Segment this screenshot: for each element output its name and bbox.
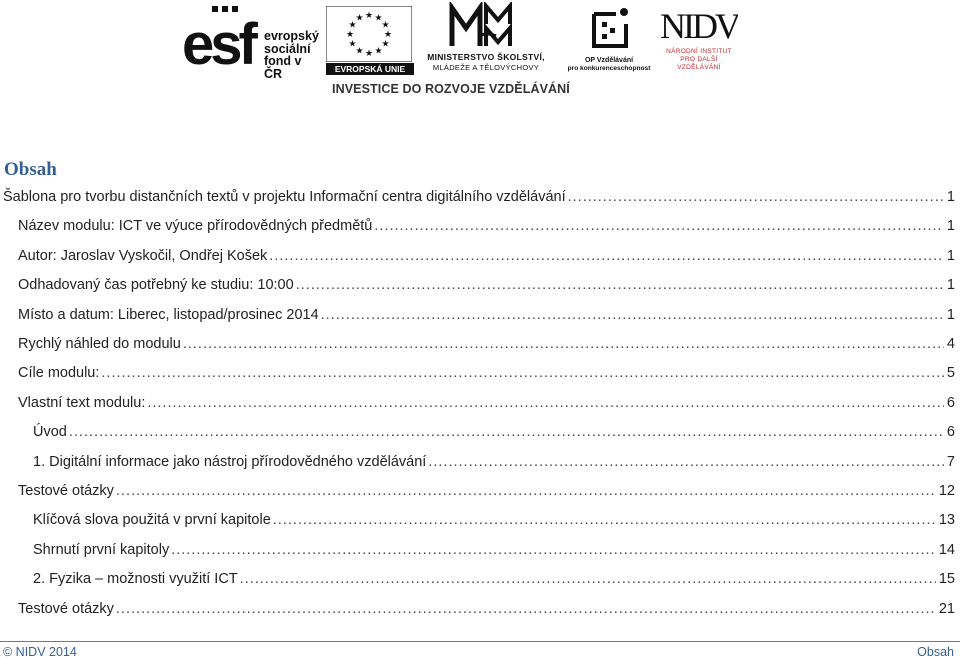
toc-entry-page: 12 <box>938 483 955 499</box>
op-vzdelavani-logo <box>564 4 654 78</box>
toc-leader-dots <box>99 362 944 384</box>
toc-leader-dots <box>114 480 936 502</box>
op-logo-mark <box>586 4 638 56</box>
eu-star-icon: ★ <box>345 29 355 39</box>
toc-entry-label: Rychlý náhled do modulu <box>18 336 181 352</box>
toc-entry-page: 1 <box>946 307 955 323</box>
toc-entry[interactable] <box>0 598 955 620</box>
toc-entry-page: 15 <box>938 571 955 587</box>
toc-entry-label: Šablona pro tvorbu distančních textů v projektu Informační centra digitálního vzdělávání <box>3 189 566 205</box>
esf-logo <box>182 4 322 81</box>
toc-entry-page: 5 <box>946 365 955 381</box>
toc-leader-dots <box>169 539 936 561</box>
eu-star-icon: ★ <box>374 12 383 23</box>
esf-logo-mark <box>182 4 258 70</box>
eu-star-icon: ★ <box>374 45 383 56</box>
toc-leader-dots <box>267 245 944 267</box>
toc-entry-page: 6 <box>946 424 955 440</box>
footer-divider <box>0 641 960 642</box>
footer-section-name: Obsah <box>917 645 954 659</box>
toc-entry-label: Místo a datum: Liberec, listopad/prosinec 2014 <box>18 307 319 323</box>
toc-entry-page: 1 <box>946 189 955 205</box>
eu-star-icon: ★ <box>364 10 374 20</box>
eu-star-icon: ★ <box>355 12 364 23</box>
toc-entry-label: 2. Fyzika – možnosti využití ICT <box>33 571 238 587</box>
toc-leader-dots <box>294 274 944 296</box>
svg-text:NIDV: NIDV <box>660 6 738 46</box>
toc-entry-page: 14 <box>938 542 955 558</box>
toc-entry-page: 1 <box>946 277 955 293</box>
toc-leader-dots <box>426 451 944 473</box>
toc-entry[interactable] <box>0 392 955 414</box>
toc-entry-page: 1 <box>946 248 955 264</box>
nidv-name-line: VZDĚLÁVÁNÍ <box>677 64 721 71</box>
eu-logo <box>326 6 414 76</box>
toc-entry-label: Shrnutí první kapitoly <box>33 542 170 558</box>
toc-entry-label: Úvod <box>33 424 67 440</box>
nidv-name-line: NÁRODNÍ INSTITUT <box>666 48 732 55</box>
toc-entry-label: Název modulu: ICT ve výuce přírodovědných předmětů <box>18 218 373 234</box>
toc-entry[interactable] <box>0 568 955 590</box>
toc-entry[interactable] <box>0 186 955 208</box>
toc-entry-page: 13 <box>938 512 955 528</box>
eu-label: EVROPSKÁ UNIE <box>326 63 414 75</box>
toc-entry-page: 7 <box>946 454 955 470</box>
esf-text-line: fond v ČR <box>264 54 302 81</box>
op-line2: pro konkurenceschopnost <box>567 65 651 72</box>
toc-entry-page: 1 <box>946 218 955 234</box>
toc-entry-page: 21 <box>938 601 955 617</box>
toc-leader-dots <box>238 568 936 590</box>
toc-entry[interactable] <box>0 509 955 531</box>
eu-star-icon: ★ <box>381 19 390 30</box>
toc-entry[interactable] <box>0 274 955 296</box>
toc-entry[interactable] <box>0 304 955 326</box>
toc-entry[interactable] <box>0 539 955 561</box>
toc-entry[interactable] <box>0 215 955 237</box>
toc-entry-label: Testové otázky <box>18 601 114 617</box>
toc-entry-label: Autor: Jaroslav Vyskočil, Ondřej Košek <box>18 248 268 264</box>
toc-leader-dots <box>372 215 944 237</box>
toc-leader-dots <box>319 304 944 326</box>
eu-star-icon: ★ <box>383 29 393 39</box>
toc-entry-label: Vlastní text modulu: <box>18 395 146 411</box>
toc-leader-dots <box>271 509 936 531</box>
eu-star-icon: ★ <box>381 38 390 49</box>
investment-slogan: INVESTICE DO ROZVOJE VZDĚLÁVÁNÍ <box>332 82 570 96</box>
toc-leader-dots <box>181 333 944 355</box>
msmt-logo <box>416 2 556 76</box>
eu-star-icon: ★ <box>355 45 364 56</box>
nidv-logo <box>658 4 740 76</box>
svg-text:esf: esf <box>182 12 254 70</box>
toc-entry[interactable] <box>0 245 955 267</box>
eu-star-icon: ★ <box>364 48 374 58</box>
footer-copyright: © NIDV 2014 <box>3 645 77 659</box>
logo-banner <box>180 2 740 102</box>
esf-text-line: evropský <box>264 29 319 43</box>
esf-text-line: sociální <box>264 41 311 56</box>
toc-leader-dots <box>67 421 944 443</box>
eu-flag-icon <box>326 6 412 62</box>
msmt-name-line1: MINISTERSTVO ŠKOLSTVÍ, <box>427 52 545 62</box>
toc-entry-label: Odhadovaný čas potřebný ke studiu: 10:00 <box>18 277 294 293</box>
eu-star-icon: ★ <box>348 38 357 49</box>
toc-entry-label: Cíle modulu: <box>18 365 100 381</box>
msmt-logo-mark <box>448 2 518 50</box>
toc-entry[interactable] <box>0 421 955 443</box>
toc-entry-label: Testové otázky <box>18 483 114 499</box>
nidv-logo-mark <box>660 4 738 48</box>
toc-entry[interactable] <box>0 362 955 384</box>
msmt-name-line2: MLÁDEŽE A TĚLOVÝCHOVY <box>432 63 540 72</box>
toc-entry[interactable] <box>0 480 955 502</box>
toc-entry-page: 6 <box>946 395 955 411</box>
toc-entry[interactable] <box>0 451 955 473</box>
toc-entry-label: Klíčová slova použitá v první kapitole <box>33 512 271 528</box>
toc-entry-label: 1. Digitální informace jako nástroj přírodovědného vzdělávání <box>33 454 427 470</box>
op-line1: OP Vzdělávání <box>584 57 634 64</box>
eu-star-icon: ★ <box>348 19 357 30</box>
toc-entry-page: 4 <box>946 336 955 352</box>
toc-title: Obsah <box>4 159 57 180</box>
toc-leader-dots <box>566 186 944 208</box>
toc-entry[interactable] <box>0 333 955 355</box>
nidv-name-line: PRO DALŠÍ <box>680 56 718 63</box>
toc-leader-dots <box>114 598 936 620</box>
toc-leader-dots <box>145 392 944 414</box>
